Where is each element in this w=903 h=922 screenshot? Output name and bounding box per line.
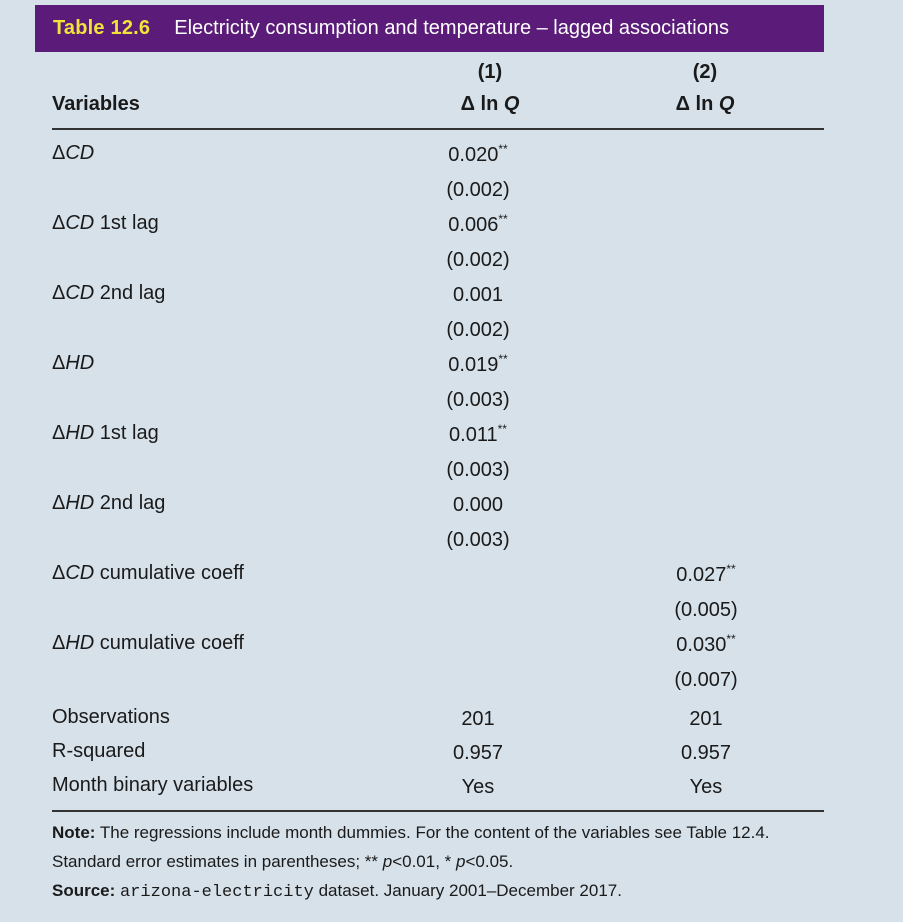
column-2-cell: 0.027**: [676, 562, 736, 586]
table-row: [0, 208, 903, 240]
table-header: [35, 55, 824, 127]
column-1-cell: 0.001: [452, 284, 504, 306]
table-title-bar: [35, 5, 824, 52]
table-title: Electricity consumption and temperature – lagged associations: [174, 17, 729, 39]
row-label: ΔCD 1st lag: [52, 212, 159, 234]
column-1-cell: (0.002): [446, 249, 510, 271]
table-row: [0, 383, 903, 415]
table-row: [0, 418, 903, 450]
column-2-cell: 201: [689, 708, 723, 730]
table-row: [0, 243, 903, 275]
row-label: ΔHD: [52, 352, 95, 374]
bottom-rule: [52, 810, 824, 812]
column-2-cell: (0.005): [674, 599, 738, 621]
column-1-cell: 0.011**: [449, 422, 507, 446]
table-row: [0, 278, 903, 310]
column-1-cell: (0.003): [446, 459, 510, 481]
column-1-cell: 0.957: [452, 742, 504, 764]
column-1-cell: 0.000: [452, 494, 504, 516]
row-label: ΔCD 2nd lag: [52, 282, 166, 304]
row-label: R-squared: [52, 740, 146, 762]
table-row: [0, 663, 903, 695]
significance-stars: **: [497, 422, 507, 436]
column-2-cell: Yes: [689, 776, 723, 798]
significance-stars: **: [498, 142, 508, 156]
table-row: [0, 593, 903, 625]
row-label: ΔHD cumulative coeff: [52, 632, 244, 654]
column-1-cell: 0.019**: [448, 352, 508, 376]
column-2-cell: (0.007): [674, 669, 738, 691]
source-line: Source: arizona-electricity dataset. January 2001–December 2017.: [52, 881, 622, 902]
variables-heading: Variables: [52, 93, 140, 115]
column-1-number: (1): [477, 61, 503, 83]
table-row: [0, 488, 903, 520]
significance-stars: **: [726, 632, 736, 646]
column-1-cell: 0.006**: [448, 212, 508, 236]
column-1-cell: (0.002): [446, 319, 510, 341]
column-1-cell: 201: [461, 708, 495, 730]
significance-stars: **: [498, 352, 508, 366]
table-row: [0, 523, 903, 555]
significance-stars: **: [498, 212, 508, 226]
column-1-cell: (0.003): [446, 529, 510, 551]
row-label: Month binary variables: [52, 774, 254, 796]
column-1-cell: (0.003): [446, 389, 510, 411]
row-label: ΔHD 1st lag: [52, 422, 159, 444]
table-notes: [52, 818, 852, 907]
row-label: ΔHD 2nd lag: [52, 492, 166, 514]
column-2-cell: 0.030**: [676, 632, 736, 656]
table-row: [0, 138, 903, 170]
row-label: Observations: [52, 706, 170, 728]
table-row: [0, 348, 903, 380]
row-label: ΔCD: [52, 142, 95, 164]
significance-stars: **: [726, 562, 736, 576]
table-row: [0, 558, 903, 590]
header-rule: [52, 128, 824, 130]
table-row: [0, 453, 903, 485]
table-row: [0, 628, 903, 660]
column-1-cell: Yes: [461, 776, 495, 798]
column-1-cell: (0.002): [446, 179, 510, 201]
column-2-number: (2): [692, 61, 718, 83]
column-1-dependent-variable: Δ ln Q: [460, 93, 520, 115]
table-row: [0, 736, 903, 768]
column-2-cell: 0.957: [680, 742, 732, 764]
table-number: Table 12.6: [53, 17, 151, 39]
column-1-cell: 0.020**: [448, 142, 508, 166]
row-label: ΔCD cumulative coeff: [52, 562, 244, 584]
note-line-2: Standard error estimates in parentheses; ** p<0.01, * p<0.05.: [52, 852, 514, 871]
table-row: [0, 702, 903, 734]
column-2-dependent-variable: Δ ln Q: [675, 93, 735, 115]
table-row: [0, 770, 903, 802]
note-line-1: Note: The regressions include month dummies. For the content of the variables see Table 12.4.: [52, 823, 770, 842]
table-row: [0, 173, 903, 205]
table-row: [0, 313, 903, 345]
